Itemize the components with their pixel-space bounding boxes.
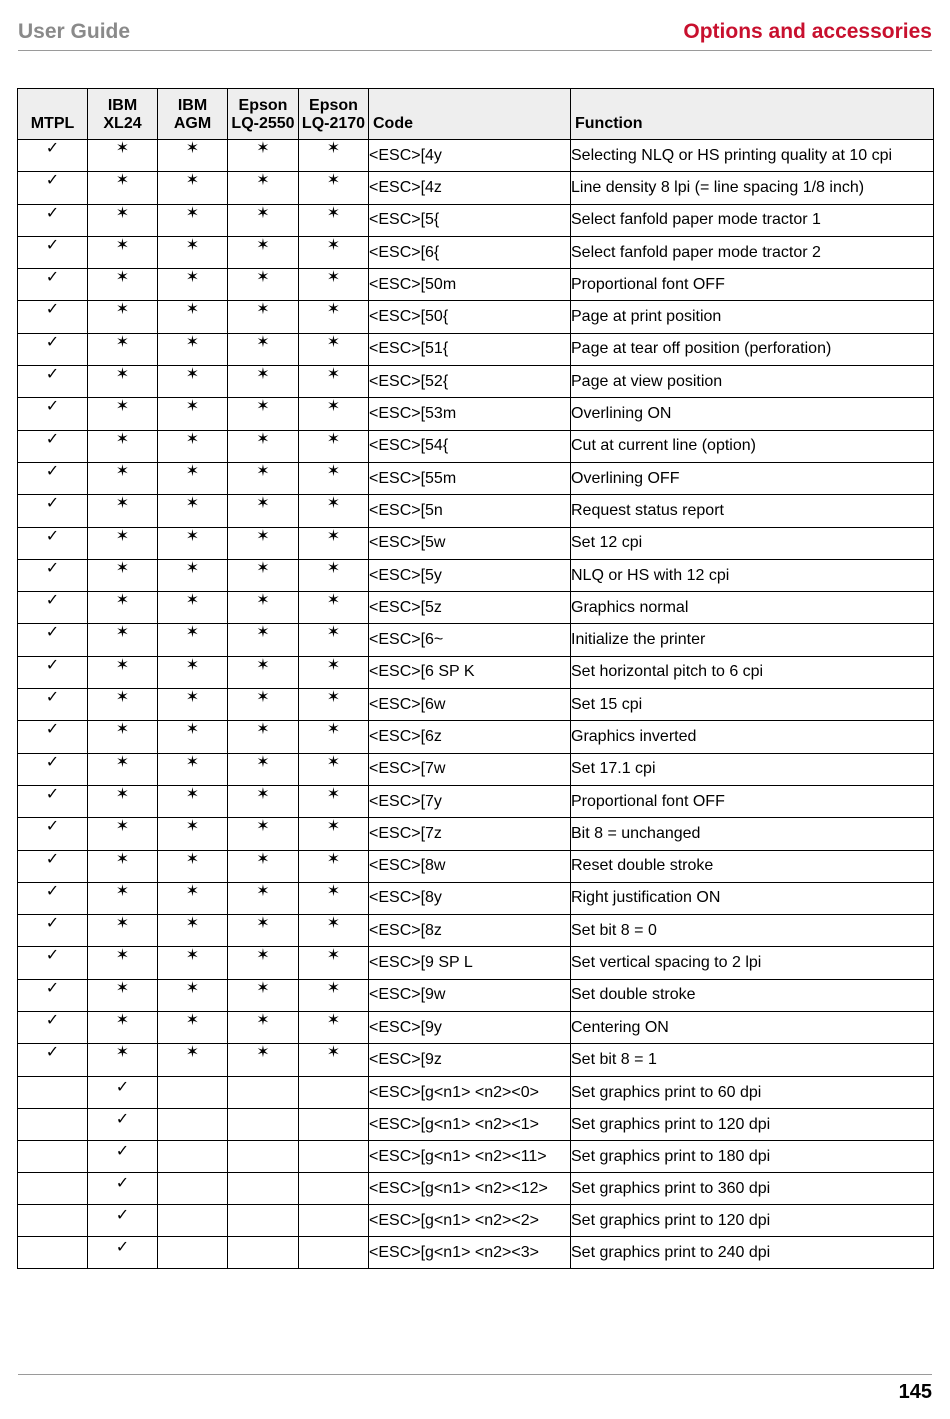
empty-cell: [158, 1236, 228, 1268]
code-cell: <ESC>[7w: [369, 753, 571, 785]
star-icon: ✶: [88, 915, 158, 947]
table-row: [18, 140, 934, 172]
code-cell: <ESC>[52{: [369, 366, 571, 398]
star-icon: ✶: [299, 301, 369, 333]
star-icon: ✶: [88, 850, 158, 882]
star-icon: ✶: [158, 656, 228, 688]
star-icon: ✶: [299, 850, 369, 882]
check-icon: ✓: [18, 882, 88, 914]
code-cell: <ESC>[50m: [369, 269, 571, 301]
table-row: [18, 462, 934, 494]
star-icon: ✶: [158, 204, 228, 236]
code-cell: <ESC>[7y: [369, 785, 571, 817]
function-cell: Set graphics print to 60 dpi: [571, 1076, 934, 1108]
code-cell: <ESC>[9y: [369, 1012, 571, 1044]
star-icon: ✶: [299, 333, 369, 365]
star-icon: ✶: [88, 527, 158, 559]
star-icon: ✶: [299, 818, 369, 850]
table-row: [18, 1172, 934, 1204]
check-icon: ✓: [18, 172, 88, 204]
table-row: [18, 689, 934, 721]
star-icon: ✶: [299, 979, 369, 1011]
code-cell: <ESC>[9z: [369, 1044, 571, 1076]
command-table: [17, 88, 934, 1269]
table-row: [18, 204, 934, 236]
star-icon: ✶: [88, 882, 158, 914]
star-icon: ✶: [228, 850, 299, 882]
table-row: [18, 1236, 934, 1268]
star-icon: ✶: [228, 559, 299, 591]
star-icon: ✶: [228, 269, 299, 301]
empty-cell: [228, 1172, 299, 1204]
star-icon: ✶: [299, 947, 369, 979]
empty-cell: [299, 1236, 369, 1268]
column-header-ibm-agm: IBM AGM: [158, 89, 228, 140]
function-cell: Select fanfold paper mode tractor 1: [571, 204, 934, 236]
empty-cell: [299, 1204, 369, 1236]
code-cell: <ESC>[8z: [369, 915, 571, 947]
check-icon: ✓: [18, 624, 88, 656]
star-icon: ✶: [158, 527, 228, 559]
star-icon: ✶: [228, 689, 299, 721]
column-header-ibm-xl24: IBM XL24: [88, 89, 158, 140]
table-row: [18, 1076, 934, 1108]
table-row: [18, 1108, 934, 1140]
star-icon: ✶: [88, 979, 158, 1011]
check-icon: ✓: [18, 785, 88, 817]
code-cell: <ESC>[51{: [369, 333, 571, 365]
star-icon: ✶: [228, 333, 299, 365]
star-icon: ✶: [228, 204, 299, 236]
check-icon: ✓: [88, 1172, 158, 1204]
star-icon: ✶: [228, 915, 299, 947]
star-icon: ✶: [228, 721, 299, 753]
empty-cell: [299, 1172, 369, 1204]
column-header-code: Code: [369, 89, 571, 140]
guide-title: User Guide: [18, 20, 131, 43]
star-icon: ✶: [88, 366, 158, 398]
star-icon: ✶: [158, 753, 228, 785]
check-icon: ✓: [88, 1204, 158, 1236]
function-cell: Proportional font OFF: [571, 269, 934, 301]
star-icon: ✶: [158, 915, 228, 947]
star-icon: ✶: [228, 947, 299, 979]
column-header-function: Function: [571, 89, 934, 140]
star-icon: ✶: [228, 527, 299, 559]
table-row: [18, 398, 934, 430]
table-row: [18, 1140, 934, 1172]
page-number: 145: [898, 1381, 932, 1403]
empty-cell: [158, 1108, 228, 1140]
footer-divider: [18, 1374, 932, 1375]
function-cell: Set horizontal pitch to 6 cpi: [571, 656, 934, 688]
table-row: [18, 721, 934, 753]
check-icon: ✓: [18, 656, 88, 688]
check-icon: ✓: [18, 495, 88, 527]
check-icon: ✓: [18, 979, 88, 1011]
check-icon: ✓: [18, 269, 88, 301]
empty-cell: [18, 1236, 88, 1268]
function-cell: Set 17.1 cpi: [571, 753, 934, 785]
check-icon: ✓: [18, 140, 88, 172]
star-icon: ✶: [88, 495, 158, 527]
star-icon: ✶: [88, 269, 158, 301]
star-icon: ✶: [158, 785, 228, 817]
star-icon: ✶: [228, 818, 299, 850]
function-cell: Reset double stroke: [571, 850, 934, 882]
check-icon: ✓: [18, 204, 88, 236]
star-icon: ✶: [158, 947, 228, 979]
code-cell: <ESC>[9 SP L: [369, 947, 571, 979]
star-icon: ✶: [299, 1044, 369, 1076]
check-icon: ✓: [88, 1108, 158, 1140]
code-cell: <ESC>[54{: [369, 430, 571, 462]
star-icon: ✶: [228, 172, 299, 204]
table-body: [18, 140, 934, 1269]
empty-cell: [228, 1236, 299, 1268]
function-cell: Cut at current line (option): [571, 430, 934, 462]
check-icon: ✓: [18, 527, 88, 559]
code-cell: <ESC>[g<n1> <n2><2>: [369, 1204, 571, 1236]
star-icon: ✶: [299, 559, 369, 591]
function-cell: NLQ or HS with 12 cpi: [571, 559, 934, 591]
empty-cell: [299, 1108, 369, 1140]
star-icon: ✶: [299, 785, 369, 817]
star-icon: ✶: [299, 236, 369, 268]
star-icon: ✶: [228, 882, 299, 914]
star-icon: ✶: [88, 1012, 158, 1044]
star-icon: ✶: [228, 462, 299, 494]
function-cell: Line density 8 lpi (= line spacing 1/8 inch): [571, 172, 934, 204]
star-icon: ✶: [299, 398, 369, 430]
table-row: [18, 753, 934, 785]
empty-cell: [228, 1204, 299, 1236]
check-icon: ✓: [18, 236, 88, 268]
star-icon: ✶: [158, 333, 228, 365]
star-icon: ✶: [299, 882, 369, 914]
check-icon: ✓: [18, 462, 88, 494]
empty-cell: [228, 1140, 299, 1172]
function-cell: Set 12 cpi: [571, 527, 934, 559]
function-cell: Set graphics print to 360 dpi: [571, 1172, 934, 1204]
star-icon: ✶: [158, 1044, 228, 1076]
star-icon: ✶: [228, 236, 299, 268]
table-row: [18, 979, 934, 1011]
function-cell: Set bit 8 = 1: [571, 1044, 934, 1076]
code-cell: <ESC>[8w: [369, 850, 571, 882]
star-icon: ✶: [299, 140, 369, 172]
empty-cell: [18, 1172, 88, 1204]
function-cell: Set graphics print to 240 dpi: [571, 1236, 934, 1268]
function-cell: Right justification ON: [571, 882, 934, 914]
function-cell: Request status report: [571, 495, 934, 527]
star-icon: ✶: [158, 818, 228, 850]
star-icon: ✶: [88, 462, 158, 494]
table-row: [18, 333, 934, 365]
star-icon: ✶: [299, 689, 369, 721]
star-icon: ✶: [299, 527, 369, 559]
code-cell: <ESC>[6~: [369, 624, 571, 656]
star-icon: ✶: [88, 721, 158, 753]
star-icon: ✶: [228, 366, 299, 398]
star-icon: ✶: [299, 753, 369, 785]
function-cell: Set vertical spacing to 2 lpi: [571, 947, 934, 979]
table-row: [18, 527, 934, 559]
table-row: [18, 1012, 934, 1044]
star-icon: ✶: [158, 624, 228, 656]
empty-cell: [228, 1108, 299, 1140]
table-row: [18, 785, 934, 817]
function-cell: Select fanfold paper mode tractor 2: [571, 236, 934, 268]
code-cell: <ESC>[g<n1> <n2><12>: [369, 1172, 571, 1204]
star-icon: ✶: [88, 1044, 158, 1076]
star-icon: ✶: [88, 204, 158, 236]
star-icon: ✶: [299, 172, 369, 204]
check-icon: ✓: [88, 1140, 158, 1172]
code-cell: <ESC>[5y: [369, 559, 571, 591]
star-icon: ✶: [88, 818, 158, 850]
star-icon: ✶: [299, 366, 369, 398]
table-row: [18, 430, 934, 462]
function-cell: Set graphics print to 180 dpi: [571, 1140, 934, 1172]
star-icon: ✶: [158, 979, 228, 1011]
check-icon: ✓: [18, 818, 88, 850]
empty-cell: [299, 1140, 369, 1172]
check-icon: ✓: [18, 430, 88, 462]
star-icon: ✶: [158, 398, 228, 430]
star-icon: ✶: [299, 592, 369, 624]
empty-cell: [158, 1140, 228, 1172]
code-cell: <ESC>[5{: [369, 204, 571, 236]
star-icon: ✶: [299, 656, 369, 688]
table-row: [18, 1044, 934, 1076]
star-icon: ✶: [228, 656, 299, 688]
table-row: [18, 495, 934, 527]
star-icon: ✶: [88, 172, 158, 204]
function-cell: Set double stroke: [571, 979, 934, 1011]
star-icon: ✶: [299, 204, 369, 236]
check-icon: ✓: [88, 1076, 158, 1108]
star-icon: ✶: [158, 689, 228, 721]
code-cell: <ESC>[8y: [369, 882, 571, 914]
check-icon: ✓: [18, 592, 88, 624]
empty-cell: [18, 1108, 88, 1140]
star-icon: ✶: [228, 592, 299, 624]
code-cell: <ESC>[6{: [369, 236, 571, 268]
star-icon: ✶: [158, 1012, 228, 1044]
table-row: [18, 172, 934, 204]
code-cell: <ESC>[4y: [369, 140, 571, 172]
star-icon: ✶: [228, 979, 299, 1011]
check-icon: ✓: [18, 301, 88, 333]
check-icon: ✓: [18, 398, 88, 430]
check-icon: ✓: [18, 753, 88, 785]
check-icon: ✓: [18, 1044, 88, 1076]
code-cell: <ESC>[6 SP K: [369, 656, 571, 688]
star-icon: ✶: [88, 140, 158, 172]
star-icon: ✶: [88, 430, 158, 462]
table-row: [18, 818, 934, 850]
star-icon: ✶: [228, 495, 299, 527]
star-icon: ✶: [158, 269, 228, 301]
star-icon: ✶: [228, 753, 299, 785]
section-title: Options and accessories: [683, 20, 932, 43]
code-cell: <ESC>[g<n1> <n2><3>: [369, 1236, 571, 1268]
table-row: [18, 236, 934, 268]
table-row: [18, 947, 934, 979]
check-icon: ✓: [18, 915, 88, 947]
table-row: [18, 656, 934, 688]
star-icon: ✶: [158, 850, 228, 882]
star-icon: ✶: [158, 882, 228, 914]
star-icon: ✶: [88, 785, 158, 817]
function-cell: Set graphics print to 120 dpi: [571, 1108, 934, 1140]
code-cell: <ESC>[53m: [369, 398, 571, 430]
code-cell: <ESC>[g<n1> <n2><1>: [369, 1108, 571, 1140]
star-icon: ✶: [88, 236, 158, 268]
code-cell: <ESC>[5n: [369, 495, 571, 527]
code-cell: <ESC>[6w: [369, 689, 571, 721]
empty-cell: [158, 1076, 228, 1108]
check-icon: ✓: [18, 689, 88, 721]
column-header-mtpl: MTPL: [18, 89, 88, 140]
column-header-epson-lq2550: Epson LQ-2550: [228, 89, 299, 140]
function-cell: Initialize the printer: [571, 624, 934, 656]
star-icon: ✶: [158, 721, 228, 753]
check-icon: ✓: [18, 721, 88, 753]
star-icon: ✶: [228, 785, 299, 817]
check-icon: ✓: [18, 366, 88, 398]
star-icon: ✶: [158, 559, 228, 591]
star-icon: ✶: [228, 1044, 299, 1076]
check-icon: ✓: [18, 1012, 88, 1044]
star-icon: ✶: [88, 398, 158, 430]
function-cell: Overlining ON: [571, 398, 934, 430]
function-cell: Selecting NLQ or HS printing quality at 10 cpi: [571, 140, 934, 172]
star-icon: ✶: [299, 1012, 369, 1044]
table-row: [18, 882, 934, 914]
table-row: [18, 850, 934, 882]
star-icon: ✶: [88, 947, 158, 979]
check-icon: ✓: [18, 559, 88, 591]
function-cell: Page at print position: [571, 301, 934, 333]
star-icon: ✶: [228, 398, 299, 430]
star-icon: ✶: [158, 140, 228, 172]
function-cell: Graphics inverted: [571, 721, 934, 753]
function-cell: Page at tear off position (perforation): [571, 333, 934, 365]
function-cell: Set bit 8 = 0: [571, 915, 934, 947]
table-row: [18, 301, 934, 333]
function-cell: Bit 8 = unchanged: [571, 818, 934, 850]
function-cell: Graphics normal: [571, 592, 934, 624]
page-header: [18, 18, 932, 51]
star-icon: ✶: [158, 592, 228, 624]
code-cell: <ESC>[4z: [369, 172, 571, 204]
code-cell: <ESC>[g<n1> <n2><0>: [369, 1076, 571, 1108]
star-icon: ✶: [158, 301, 228, 333]
star-icon: ✶: [299, 462, 369, 494]
empty-cell: [18, 1076, 88, 1108]
function-cell: Set 15 cpi: [571, 689, 934, 721]
star-icon: ✶: [299, 495, 369, 527]
star-icon: ✶: [88, 753, 158, 785]
code-cell: <ESC>[5z: [369, 592, 571, 624]
star-icon: ✶: [299, 915, 369, 947]
table-row: [18, 366, 934, 398]
empty-cell: [228, 1076, 299, 1108]
star-icon: ✶: [158, 430, 228, 462]
star-icon: ✶: [158, 366, 228, 398]
code-cell: <ESC>[50{: [369, 301, 571, 333]
empty-cell: [18, 1140, 88, 1172]
table-row: [18, 915, 934, 947]
star-icon: ✶: [228, 301, 299, 333]
star-icon: ✶: [299, 269, 369, 301]
check-icon: ✓: [18, 333, 88, 365]
table-row: [18, 559, 934, 591]
table-header-row: [18, 89, 934, 140]
check-icon: ✓: [18, 850, 88, 882]
star-icon: ✶: [158, 172, 228, 204]
star-icon: ✶: [299, 430, 369, 462]
empty-cell: [158, 1172, 228, 1204]
code-cell: <ESC>[9w: [369, 979, 571, 1011]
code-cell: <ESC>[7z: [369, 818, 571, 850]
function-cell: Centering ON: [571, 1012, 934, 1044]
function-cell: Page at view position: [571, 366, 934, 398]
star-icon: ✶: [88, 689, 158, 721]
star-icon: ✶: [228, 624, 299, 656]
star-icon: ✶: [88, 592, 158, 624]
table-row: [18, 592, 934, 624]
check-icon: ✓: [18, 947, 88, 979]
code-cell: <ESC>[5w: [369, 527, 571, 559]
function-cell: Set graphics print to 120 dpi: [571, 1204, 934, 1236]
star-icon: ✶: [158, 236, 228, 268]
table-row: [18, 624, 934, 656]
star-icon: ✶: [228, 1012, 299, 1044]
check-icon: ✓: [88, 1236, 158, 1268]
code-cell: <ESC>[55m: [369, 462, 571, 494]
table-row: [18, 269, 934, 301]
star-icon: ✶: [299, 721, 369, 753]
star-icon: ✶: [228, 430, 299, 462]
star-icon: ✶: [88, 559, 158, 591]
empty-cell: [299, 1076, 369, 1108]
star-icon: ✶: [88, 301, 158, 333]
star-icon: ✶: [88, 333, 158, 365]
column-header-epson-lq2170: Epson LQ-2170: [299, 89, 369, 140]
empty-cell: [158, 1204, 228, 1236]
table-row: [18, 1204, 934, 1236]
function-cell: Overlining OFF: [571, 462, 934, 494]
star-icon: ✶: [158, 495, 228, 527]
empty-cell: [18, 1204, 88, 1236]
code-cell: <ESC>[6z: [369, 721, 571, 753]
function-cell: Proportional font OFF: [571, 785, 934, 817]
star-icon: ✶: [299, 624, 369, 656]
star-icon: ✶: [88, 624, 158, 656]
star-icon: ✶: [158, 462, 228, 494]
star-icon: ✶: [88, 656, 158, 688]
code-cell: <ESC>[g<n1> <n2><11>: [369, 1140, 571, 1172]
star-icon: ✶: [228, 140, 299, 172]
